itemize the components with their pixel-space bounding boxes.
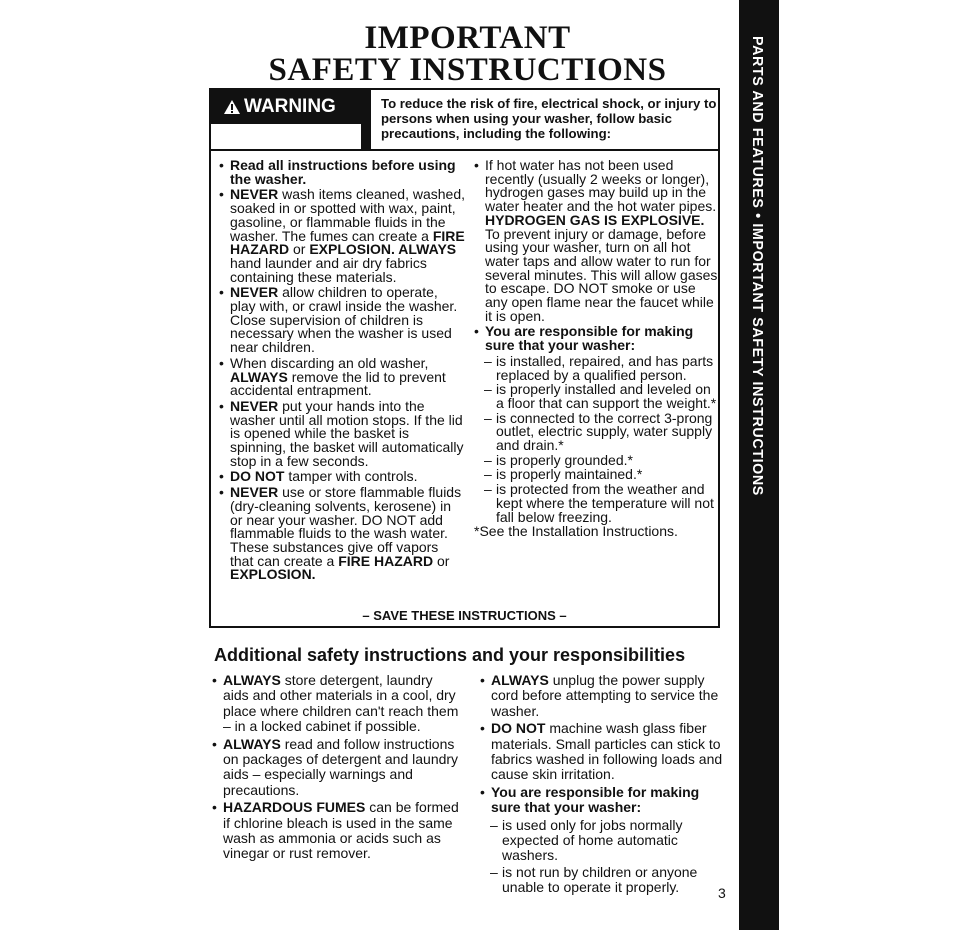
list-item: • NEVER put your hands into the washer until all motion stops. If the lid is opened while the basket is spinning, the basket will automatically stop in a few seconds. bbox=[219, 400, 465, 469]
warning-triangle-icon bbox=[223, 99, 241, 115]
warning-text: To reduce the risk of fire, electrical shock, or injury to persons when using your washer, follow basic precautions, including the following: bbox=[381, 96, 717, 141]
warning-label-text: WARNING bbox=[244, 96, 336, 117]
page-number: 3 bbox=[718, 885, 726, 901]
warning-divider bbox=[211, 149, 718, 151]
title-line-2: SAFETY INSTRUCTIONS bbox=[268, 52, 667, 88]
sub-item: – is connected to the correct 3-prong outlet, electric supply, water supply and drain.* bbox=[474, 412, 718, 453]
list-item: • You are responsible for making sure that your washer: bbox=[480, 785, 725, 816]
section-tab bbox=[739, 0, 779, 930]
sub-item: – is installed, repaired, and has parts replaced by a qualified person. bbox=[474, 355, 718, 382]
list-item: • DO NOT tamper with controls. bbox=[219, 470, 465, 484]
warning-bar bbox=[361, 90, 371, 150]
sub-item: – is properly installed and leveled on a floor that can support the weight.* bbox=[474, 383, 718, 410]
list-item: • ALWAYS unplug the power supply cord before attempting to service the washer. bbox=[480, 673, 725, 719]
safety-box bbox=[209, 88, 720, 628]
additional-heading: Additional safety instructions and your responsibilities bbox=[214, 645, 686, 665]
sub-item: – is protected from the weather and kept where the temperature will not fall below freezing. bbox=[474, 483, 718, 524]
right-column bbox=[474, 159, 718, 539]
list-item: • HAZARDOUS FUMES can be formed if chlorine bleach is used in the same wash as ammonia or acids such as vinegar or rust remover. bbox=[212, 800, 462, 862]
sub-item: – is used only for jobs normally expected of home automatic washers. bbox=[480, 818, 725, 864]
footnote: *See the Installation Instructions. bbox=[474, 523, 678, 540]
additional-left-column bbox=[212, 673, 462, 864]
sub-item: – is properly grounded.* bbox=[474, 454, 718, 468]
list-item: • NEVER wash items cleaned, washed, soaked in or spotted with wax, paint, gasoline, or flammable fluids in the washer. The fumes can create a FIRE HAZARD or EXPLOSION. ALWAYS hand launder and air dry fabrics containing these materials. bbox=[219, 188, 465, 284]
list-item: • If hot water has not been used recently (usually 2 weeks or longer), hydrogen gases may build up in the water heater and the hot water pipes. HYDROGEN GAS IS EXPLOSIVE. To prevent injury or damage, before using your washer, turn on all hot water taps and allow water to run for several minutes. This will allow gases to escape. DO NOT smoke or use any open flame near the faucet while it is open. bbox=[474, 159, 718, 323]
list-item: • You are responsible for making sure that your washer: bbox=[474, 325, 718, 352]
title-line-1: IMPORTANT bbox=[364, 20, 571, 56]
list-item: • ALWAYS read and follow instructions on packages of detergent and laundry aids – especially warnings and precautions. bbox=[212, 737, 462, 799]
save-instructions: – SAVE THESE INSTRUCTIONS – bbox=[362, 608, 567, 623]
sub-item: – is not run by children or anyone unable to operate it properly. bbox=[480, 865, 725, 896]
list-item: • Read all instructions before using the washer. bbox=[219, 159, 465, 186]
additional-right-column bbox=[480, 673, 725, 897]
list-item: • ALWAYS store detergent, laundry aids and other materials in a cool, dry place where children can't reach them – in a locked cabinet if possible. bbox=[212, 673, 462, 735]
list-item: • DO NOT machine wash glass fiber materials. Small particles can stick to fabrics washed in following loads and cause skin irritation. bbox=[480, 721, 725, 783]
left-column bbox=[219, 159, 465, 584]
warning-label bbox=[211, 90, 361, 124]
page-title bbox=[215, 22, 720, 86]
list-item: • When discarding an old washer, ALWAYS remove the lid to prevent accidental entrapment. bbox=[219, 357, 465, 398]
list-item: • NEVER use or store flammable fluids (dry-cleaning solvents, kerosene) in or near your washer. DO NOT add flammable fluids to the wash water. These substances give off vapors that can create a FIRE HAZARD or EXPLOSION. bbox=[219, 486, 465, 582]
sub-item: – is properly maintained.* bbox=[474, 468, 718, 482]
list-item: • NEVER allow children to operate, play with, or crawl inside the washer. Close supervision of children is necessary when the washer is used near children. bbox=[219, 286, 465, 355]
section-tab-text: PARTS AND FEATURES • IMPORTANT SAFETY INSTRUCTIONS bbox=[749, 36, 765, 496]
